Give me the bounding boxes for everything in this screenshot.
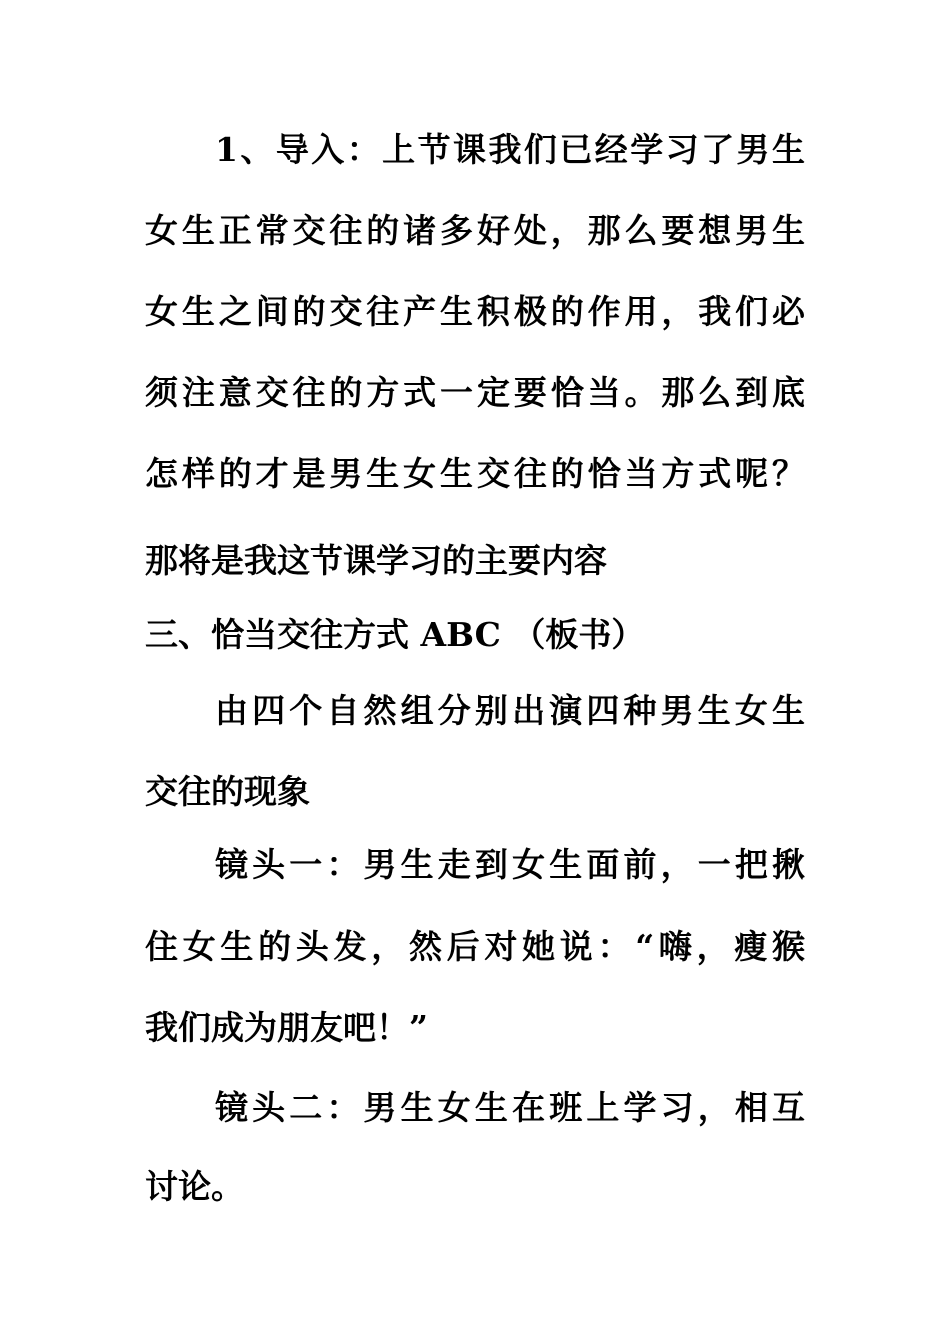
paragraph-intro-line-5: 怎样的才是男生女生交往的恰当方式呢？	[145, 454, 805, 493]
paragraph-intro-line-1: 1、导入：上节课我们已经学习了男生	[215, 130, 805, 169]
paragraph-intro-line-2: 女生正常交往的诸多好处，那么要想男生	[145, 211, 805, 250]
scene-one-line-2: 住女生的头发，然后对她说：“嗨，瘦猴	[145, 927, 805, 966]
paragraph-intro-line-6: 那将是我这节课学习的主要内容	[145, 541, 607, 580]
scene-one-line-3: 我们成为朋友吧！”	[145, 1008, 428, 1047]
scene-two-line-2: 讨论。	[145, 1167, 244, 1206]
paragraph-performance-line-1: 由四个自然组分别出演四种男生女生	[215, 691, 805, 730]
paragraph-intro-line-3: 女生之间的交往产生积极的作用，我们必	[145, 292, 805, 331]
scene-two-line-1: 镜头二：男生女生在班上学习，相互	[215, 1088, 805, 1127]
scene-one-line-1: 镜头一：男生走到女生面前，一把揪	[215, 845, 805, 884]
paragraph-intro-line-4: 须注意交往的方式一定要恰当。那么到底	[145, 373, 805, 412]
section-heading: 三、恰当交往方式 ABC （板书）	[145, 615, 645, 654]
paragraph-performance-line-2: 交往的现象	[145, 772, 310, 811]
